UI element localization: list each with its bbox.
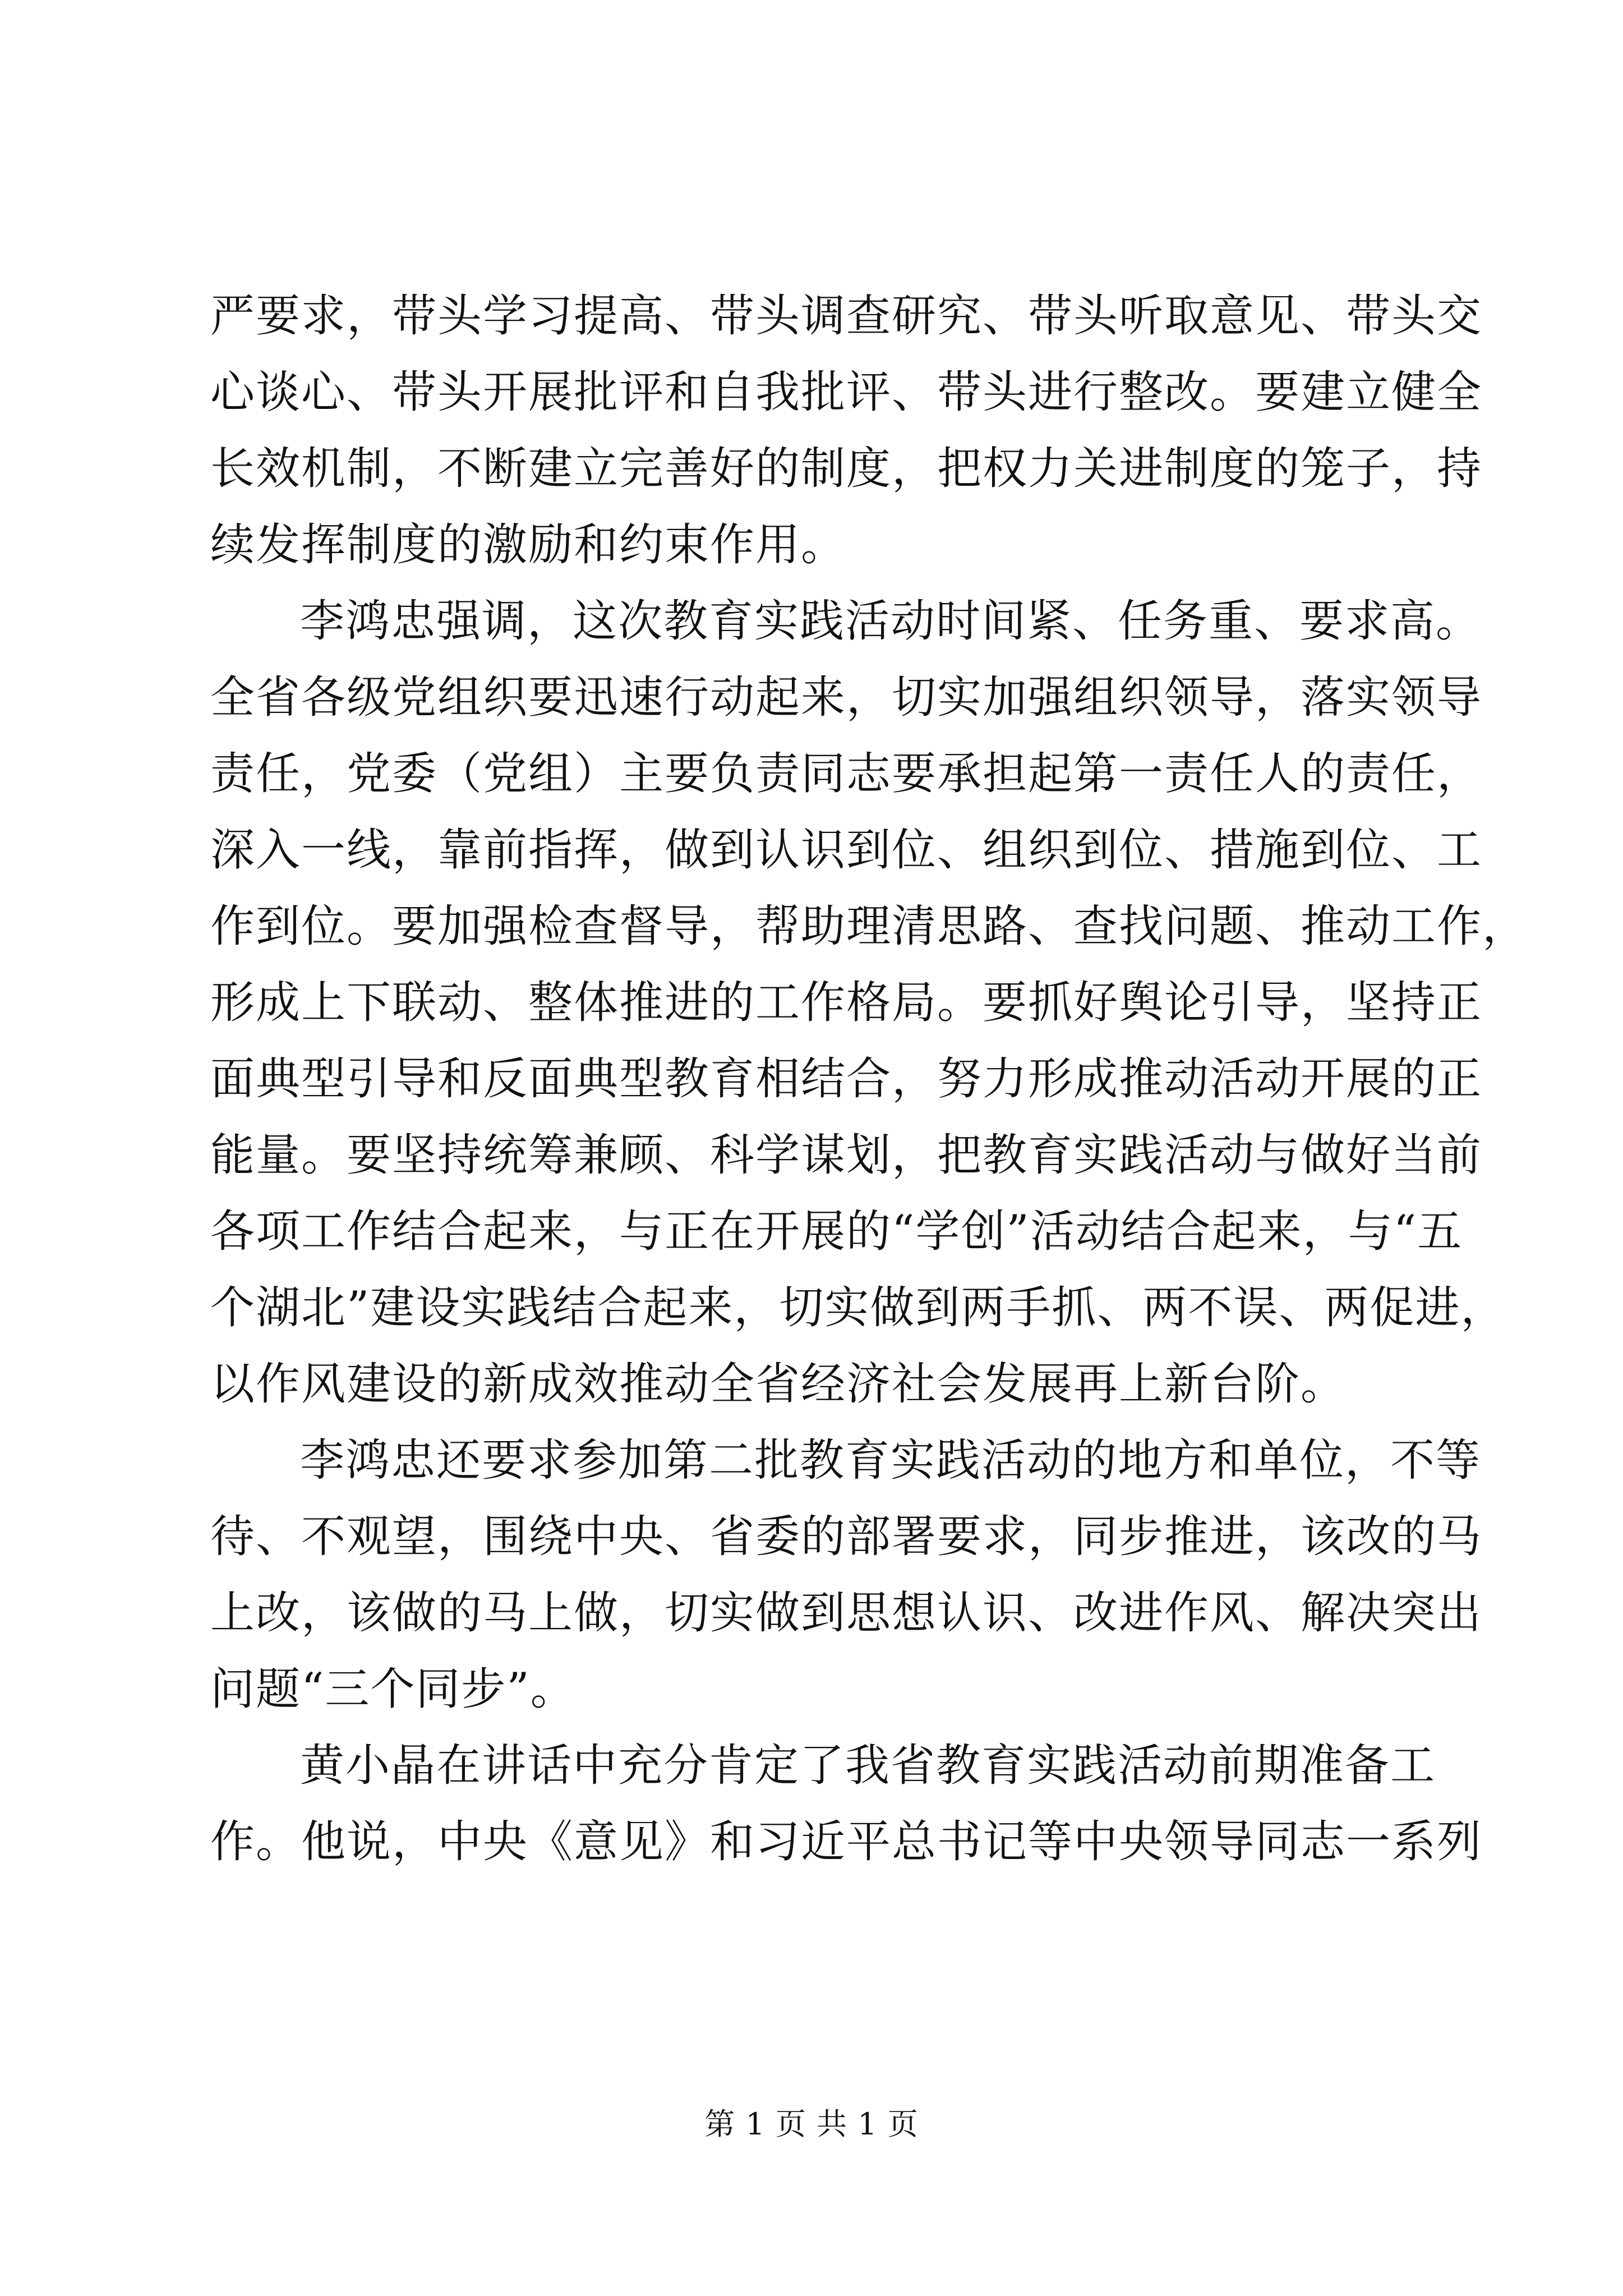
text-line: 待、不观望，围绕中央、省委的部署要求，同步推进，该改的马 bbox=[210, 1511, 1482, 1562]
text-line: 形成上下联动、整体推进的工作格局。要抓好舆论引导，坚持正 bbox=[210, 977, 1482, 1028]
text-line: 能量。要坚持统筹兼顾、科学谋划，把教育实践活动与做好当前 bbox=[210, 1129, 1482, 1181]
text-line: 心谈心、带头开展批评和自我批评、带头进行整改。要建立健全 bbox=[210, 366, 1482, 418]
text-line: 问题“三个同步”。 bbox=[210, 1663, 576, 1715]
text-line: 作到位。要加强检查督导，帮助理清思路、查找问题、推动工作， bbox=[210, 900, 1528, 952]
text-line: 续发挥制度的激励和约束作用。 bbox=[210, 519, 846, 570]
text-line: 个湖北”建设实践结合起来，切实做到两手抓、两不误、两促进， bbox=[210, 1282, 1506, 1333]
text-line: 李鸿忠强调，这次教育实践活动时间紧、任务重、要求高。 bbox=[300, 595, 1481, 647]
text-line: 以作风建设的新成效推动全省经济社会发展再上新台阶。 bbox=[210, 1358, 1346, 1410]
page-number-label: 第 1 页 共 1 页 bbox=[704, 2106, 919, 2142]
text-line: 黄小晶在讲话中充分肯定了我省教育实践活动前期准备工 bbox=[300, 1740, 1436, 1791]
text-line: 李鸿忠还要求参加第二批教育实践活动的地方和单位，不等 bbox=[300, 1434, 1481, 1486]
text-line: 责任，党委（党组）主要负责同志要承担起第一责任人的责任， bbox=[210, 748, 1482, 799]
page-footer bbox=[0, 2105, 1623, 2144]
text-line: 严要求，带头学习提高、带头调查研究、带头听取意见、带头交 bbox=[210, 290, 1482, 342]
text-line: 深入一线，靠前指挥，做到认识到位、组织到位、措施到位、工 bbox=[210, 824, 1482, 876]
text-line: 全省各级党组织要迅速行动起来，切实加强组织领导，落实领导 bbox=[210, 671, 1482, 723]
text-line: 各项工作结合起来，与正在开展的“学创”活动结合起来，与“五 bbox=[210, 1205, 1463, 1257]
text-line: 作。他说，中央《意见》和习近平总书记等中央领导同志一系列 bbox=[210, 1816, 1482, 1867]
text-line: 面典型引导和反面典型教育相结合，努力形成推动活动开展的正 bbox=[210, 1053, 1482, 1105]
text-line: 长效机制，不断建立完善好的制度，把权力关进制度的笼子，持 bbox=[210, 443, 1482, 494]
text-line: 上改，该做的马上做，切实做到思想认识、改进作风、解决突出 bbox=[210, 1587, 1482, 1639]
